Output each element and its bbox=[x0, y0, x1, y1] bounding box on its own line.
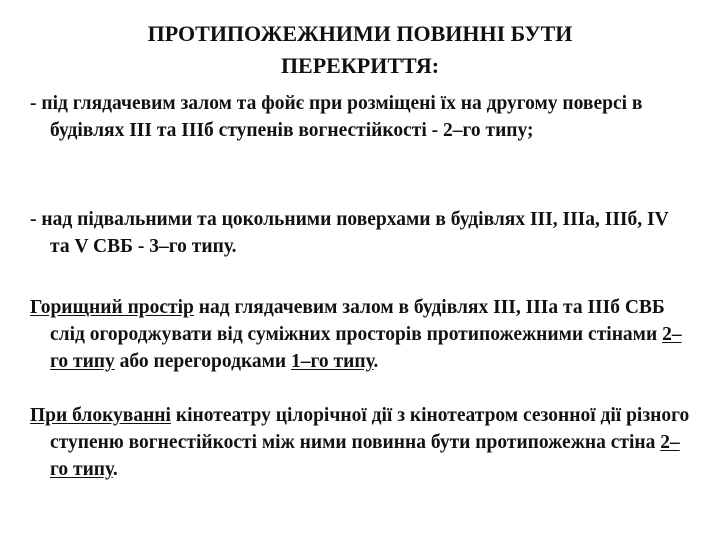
slide-title bbox=[40, 18, 680, 82]
attic-space-text-2: або перегородками bbox=[114, 351, 292, 372]
list-item-hall-foyer-floor: - під глядачевим залом та фойє при розміщені їх на другому поверсі в будівлях ІІІ та ІІІб ступенів вогнестійкості - 2–го типу; bbox=[30, 93, 643, 141]
attic-space-text-1: над глядачевим залом в будівлях ІІІ, ІІІа та ІІІб СВБ слід огороджувати від суміжних просторів протипожежними стінами bbox=[50, 297, 665, 345]
blocking-text-1: кінотеатру цілорічної дії з кінотеатром сезонної дії різного ступеню вогнестійкості між ними повинна бути протипожежна стіна bbox=[50, 405, 690, 453]
partition-type-1-link: 1–го типу bbox=[291, 351, 374, 372]
blocking-end: . bbox=[112, 459, 118, 480]
attic-space-end: . bbox=[373, 351, 379, 372]
slide-title-line-2: ПЕРЕКРИТТЯ: bbox=[280, 53, 440, 78]
paragraph-cinema-blocking bbox=[30, 402, 690, 483]
list-item-basement-floors: - над підвальними та цокольними поверхами в будівлях ІІІ, ІІІа, ІІІб, IV та V СВБ - 3–го типу. bbox=[30, 209, 669, 257]
paragraph-attic-space bbox=[30, 294, 690, 375]
wall-type-2-link: 2–го типу bbox=[50, 324, 682, 372]
fire-wall-type-2-link: 2–го типу bbox=[50, 432, 680, 480]
slide-title-line-1: ПРОТИПОЖЕЖНИМИ ПОВИННІ БУТИ bbox=[147, 21, 573, 46]
blocking-term: При блокуванні bbox=[30, 405, 171, 426]
attic-space-term: Горищний простір bbox=[30, 297, 194, 318]
